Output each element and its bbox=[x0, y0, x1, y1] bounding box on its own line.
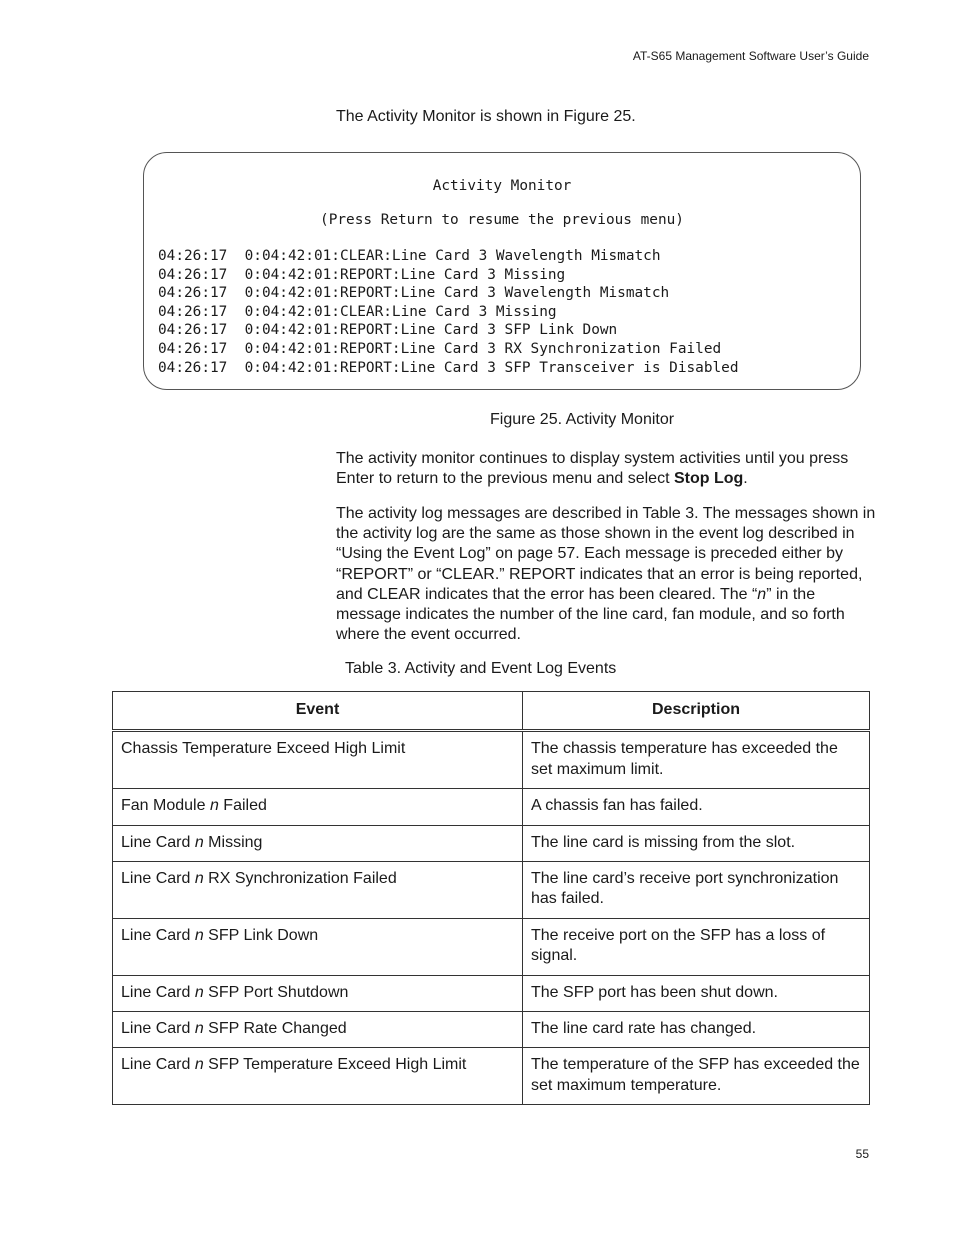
event-text: SFP Rate Changed bbox=[203, 1020, 347, 1038]
header-description: Description bbox=[523, 692, 870, 731]
event-n: n bbox=[194, 833, 204, 851]
event-cell bbox=[113, 1012, 523, 1048]
event-cell bbox=[113, 975, 523, 1011]
event-n: n bbox=[194, 926, 204, 944]
description-cell: The receive port on the SFP has a loss of signal. bbox=[523, 918, 870, 975]
event-text: Line Card bbox=[121, 870, 195, 888]
terminal-log-lines bbox=[158, 247, 738, 377]
event-n: n bbox=[194, 1056, 204, 1074]
event-text: SFP Port Shutdown bbox=[203, 983, 349, 1001]
table-row bbox=[113, 731, 870, 789]
table-row bbox=[113, 975, 870, 1011]
event-text: Chassis Temperature Exceed High Limit bbox=[121, 740, 406, 758]
event-cell bbox=[113, 862, 523, 919]
event-n: n bbox=[209, 797, 219, 815]
event-n: n bbox=[194, 870, 204, 888]
terminal-title: Activity Monitor bbox=[432, 178, 572, 194]
event-text: Line Card bbox=[121, 983, 195, 1001]
description-cell: The line card rate has changed. bbox=[523, 1012, 870, 1048]
events-table bbox=[112, 691, 870, 1105]
header-event: Event bbox=[113, 692, 523, 731]
event-cell bbox=[113, 825, 523, 861]
log-line: 04:26:17 0:04:42:01:REPORT:Line Card 3 RX Synchronization Failed bbox=[158, 340, 722, 357]
event-cell bbox=[113, 789, 523, 825]
table-row bbox=[113, 862, 870, 919]
description-cell: The chassis temperature has exceeded the set maximum limit. bbox=[523, 731, 870, 789]
description-cell: The temperature of the SFP has exceeded the set maximum temperature. bbox=[523, 1048, 870, 1105]
table-header-row bbox=[113, 692, 870, 731]
event-text: Failed bbox=[218, 797, 267, 815]
event-text: Line Card bbox=[121, 1056, 195, 1074]
intro-sentence: The Activity Monitor is shown in Figure 25. bbox=[336, 108, 636, 125]
log-line: 04:26:17 0:04:42:01:CLEAR:Line Card 3 Wavelength Mismatch bbox=[158, 248, 661, 264]
event-text: Line Card bbox=[121, 833, 195, 851]
table-row bbox=[113, 918, 870, 975]
description-cell: The SFP port has been shut down. bbox=[523, 975, 870, 1011]
running-header: AT-S65 Management Software User’s Guide bbox=[632, 49, 869, 63]
event-text: SFP Temperature Exceed High Limit bbox=[203, 1056, 467, 1074]
paragraph-text: The activity monitor continues to display system activities until you press Enter to return to the previous menu and select bbox=[336, 450, 849, 488]
event-text: Line Card bbox=[121, 1020, 195, 1038]
table-caption: Table 3. Activity and Event Log Events bbox=[345, 660, 617, 677]
paragraph-text: ” in the message indicates the number of the line card, fan module, and so forth where the event occurred. bbox=[336, 585, 845, 644]
log-line: 04:26:17 0:04:42:01:CLEAR:Line Card 3 Missing bbox=[158, 303, 557, 320]
event-n: n bbox=[194, 1020, 204, 1038]
event-n: n bbox=[194, 983, 204, 1001]
event-text: Fan Module bbox=[121, 797, 210, 815]
event-text: RX Synchronization Failed bbox=[203, 870, 397, 888]
page-number: 55 bbox=[855, 1147, 869, 1161]
description-cell: The line card is missing from the slot. bbox=[523, 825, 870, 861]
figure-caption: Figure 25. Activity Monitor bbox=[490, 411, 675, 428]
event-cell bbox=[113, 1048, 523, 1105]
log-line: 04:26:17 0:04:42:01:REPORT:Line Card 3 Missing bbox=[158, 266, 566, 283]
paragraph-text: . bbox=[743, 470, 748, 488]
event-text: Line Card bbox=[121, 926, 195, 944]
event-text: SFP Link Down bbox=[203, 926, 319, 944]
table-row bbox=[113, 825, 870, 861]
paragraph-log-messages bbox=[336, 504, 876, 645]
paragraph-text: The activity log messages are described in Table 3. The messages shown in the activity log are the same as those shown in the event log described in “Using the Event Log” on page 57. Each message is preceded either by “REPORT” or “CLEAR.” REPORT indicates that an error is being reported, and CLEAR indicates that the error has been cleared. The “ bbox=[336, 505, 876, 603]
log-line: 04:26:17 0:04:42:01:REPORT:Line Card 3 SFP Link Down bbox=[158, 322, 618, 339]
terminal-subtitle: (Press Return to resume the previous menu) bbox=[320, 212, 684, 228]
log-line: 04:26:17 0:04:42:01:REPORT:Line Card 3 SFP Transceiver is Disabled bbox=[158, 359, 739, 376]
n-variable: n bbox=[757, 585, 767, 603]
event-cell bbox=[113, 731, 523, 789]
log-line: 04:26:17 0:04:42:01:REPORT:Line Card 3 Wavelength Mismatch bbox=[158, 285, 670, 302]
table-row bbox=[113, 789, 870, 825]
paragraph-stop-log bbox=[336, 449, 876, 489]
event-cell bbox=[113, 918, 523, 975]
event-text: Missing bbox=[203, 833, 263, 851]
activity-monitor-screen bbox=[143, 152, 861, 390]
description-cell: The line card’s receive port synchronization has failed. bbox=[523, 862, 870, 919]
stop-log-term: Stop Log bbox=[673, 470, 744, 488]
table-row bbox=[113, 1012, 870, 1048]
description-cell: A chassis fan has failed. bbox=[523, 789, 870, 825]
table-row bbox=[113, 1048, 870, 1105]
